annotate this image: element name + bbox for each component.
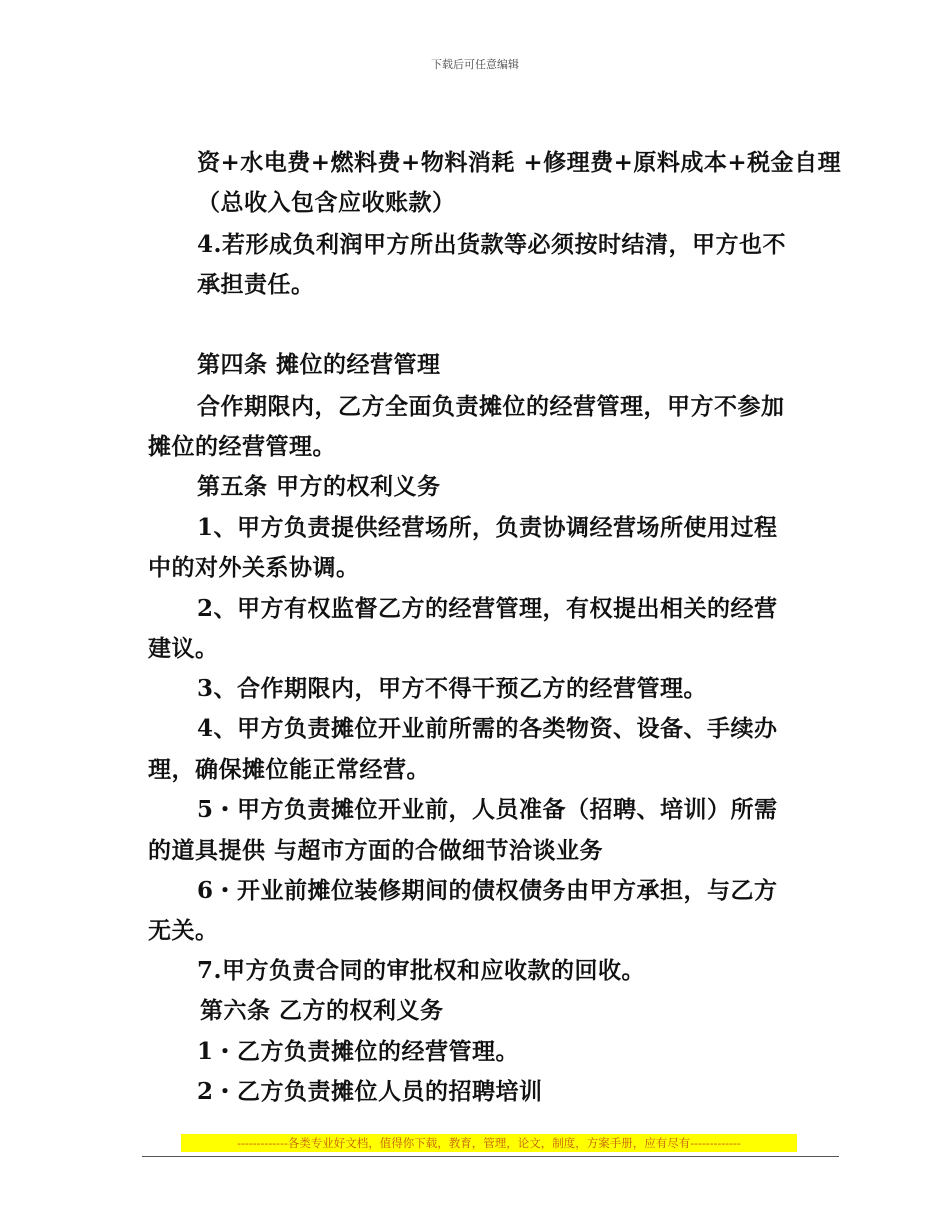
text-line: 合作期限内，乙方全面负责摊位的经营管理，甲方不参加 (197, 393, 785, 420)
text-line: 摊位的经营管理。 (148, 433, 336, 460)
text-line: 的道具提供 与超市方面的合做细节洽谈业务 (148, 837, 604, 864)
text-line: 3、合作期限内，甲方不得干预乙方的经营管理。 (197, 675, 708, 702)
text-line: 1、甲方负责提供经营场所，负责协调经营场所使用过程 (197, 514, 778, 541)
text-line: 理，确保摊位能正常经营。 (148, 756, 430, 783)
text-line: 中的对外关系协调。 (148, 554, 360, 581)
text-line: 6・开业前摊位装修期间的债权债务由甲方承担，与乙方 (197, 877, 778, 904)
page-header: 下载后可任意编辑 (431, 58, 519, 71)
text-line: 4、甲方负责摊位开业前所需的各类物资、设备、手续办 (197, 715, 778, 742)
text-line: 5・甲方负责摊位开业前，人员准备（招聘、培训）所需 (197, 796, 778, 823)
section-heading: 第四条 摊位的经营管理 (197, 351, 441, 378)
text-line: 4.若形成负利润甲方所出货款等必须按时结清，甲方也不 (197, 231, 787, 258)
section-heading: 第六条 乙方的权利义务 (200, 997, 444, 1024)
text-line: 建议。 (148, 635, 219, 662)
section-heading: 第五条 甲方的权利义务 (197, 473, 441, 500)
footer-banner: -------------各类专业好文档，值得你下载，教育，管理，论文，制度，方案手册，应有尽有------------- (181, 1134, 797, 1152)
text-line: 资+水电费+燃料费+物料消耗 +修理费+原料成本+税金自理 (197, 149, 842, 176)
text-line: 承担责任。 (197, 271, 315, 298)
footer-divider (142, 1156, 839, 1157)
text-line: 无关。 (148, 917, 219, 944)
text-line: （总收入包含应收账款） (197, 189, 456, 216)
text-line: 7.甲方负责合同的审批权和应收款的回收。 (197, 957, 646, 984)
text-line: 2・乙方负责摊位人员的招聘培训 (197, 1078, 543, 1105)
text-line: 2、甲方有权监督乙方的经营管理，有权提出相关的经营 (197, 595, 778, 622)
text-line: 1・乙方负责摊位的经营管理。 (197, 1038, 520, 1065)
